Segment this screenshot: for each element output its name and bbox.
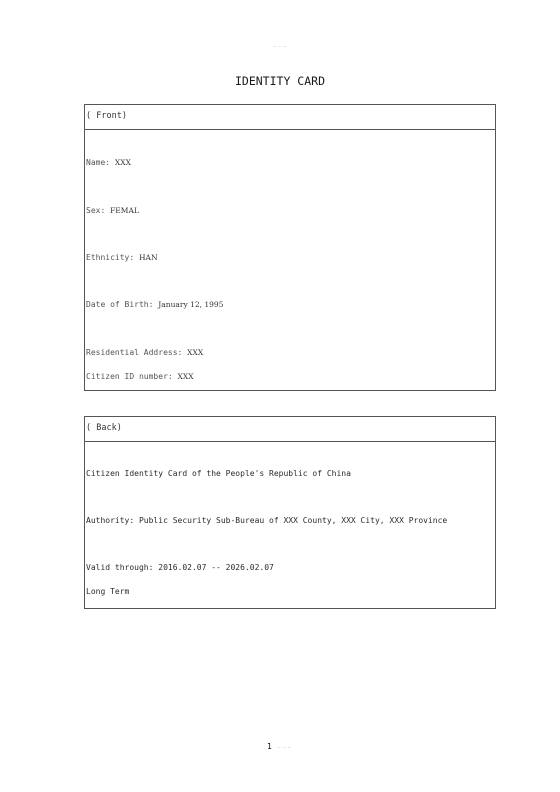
sex-label: Sex: — [86, 206, 106, 215]
page-number-watermark: ~~~ — [277, 745, 293, 751]
page-number: 1 — [267, 742, 273, 751]
document-title: IDENTITY CARD — [234, 74, 325, 88]
back-card-section — [84, 416, 496, 609]
ethnicity-value: HAN — [139, 253, 158, 262]
name-label: Name: — [86, 158, 111, 167]
sex-value: FEMAL — [110, 206, 139, 215]
address-value: XXX — [187, 348, 204, 357]
citizen-id-label: Citizen ID number: — [86, 372, 173, 381]
header-watermark: ~~~ — [272, 44, 288, 50]
ethnicity-label: Ethnicity: — [86, 253, 135, 262]
dob-value: January 12, 1995 — [158, 300, 224, 309]
name-value: XXX — [114, 158, 131, 167]
back-line-long-term: Long Term — [86, 587, 130, 596]
address-field — [86, 348, 203, 357]
name-field — [86, 158, 131, 167]
citizen-id-value: XXX — [177, 372, 194, 381]
front-heading: ( Front) — [85, 105, 495, 130]
dob-label: Date of Birth: — [86, 300, 154, 309]
back-line-validity: Valid through: 2016.02.07 -- 2026.02.07 — [86, 563, 274, 572]
back-line-authority: Authority: Public Security Sub-Bureau of XXX County, XXX City, XXX Province — [86, 516, 448, 525]
back-line-country: Citizen Identity Card of the People's Republic of China — [86, 469, 351, 478]
dob-field — [86, 300, 223, 309]
back-heading: ( Back) — [85, 417, 495, 442]
citizen-id-field — [86, 372, 194, 381]
front-card-section — [84, 104, 496, 391]
address-label: Residential Address: — [86, 348, 183, 357]
sex-field — [86, 206, 139, 215]
ethnicity-field — [86, 253, 158, 262]
